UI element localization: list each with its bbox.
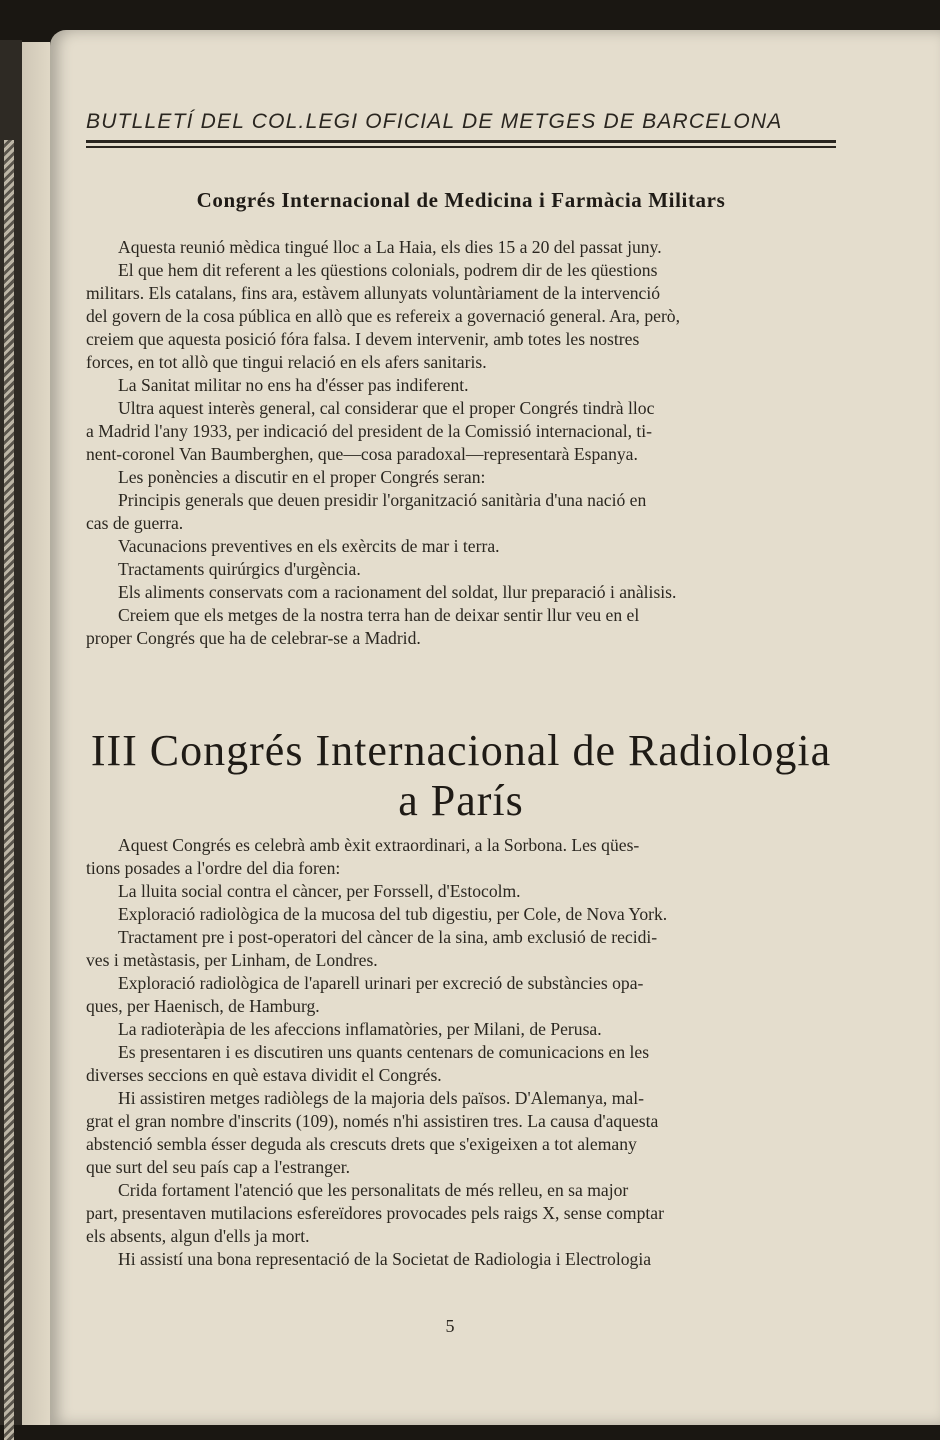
- running-head: BUTLLETÍ DEL COL.LEGI OFICIAL DE METGES DE BARCELONA: [86, 110, 783, 133]
- s2-line: abstenció sembla ésser deguda als crescuts drets que s'exigeixen a tot alemany: [86, 1134, 637, 1154]
- header-rule-thick: [86, 140, 836, 143]
- section1-title: Congrés Internacional de Medicina i Farmàcia Militars: [196, 188, 726, 212]
- s1-line: cas de guerra.: [86, 513, 184, 533]
- s1-line: Els aliments conservats com a racionament del soldat, llur preparació i anàlisis.: [118, 582, 677, 602]
- s1-line: Les ponències a discutir en el proper Congrés seran:: [118, 467, 486, 487]
- s2-line: Aquest Congrés es celebrà amb èxit extraordinari, a la Sorbona. Les qües-: [118, 835, 640, 855]
- book-binding: [0, 40, 22, 1425]
- s1-line: Aquesta reunió mèdica tingué lloc a La Haia, els dies 15 a 20 del passat juny.: [118, 237, 662, 257]
- s2-line: Exploració radiològica de l'aparell urinari per excreció de substàncies opa-: [118, 973, 644, 993]
- s2-line: Crida fortament l'atenció que les personalitats de més relleu, en sa major: [118, 1180, 629, 1200]
- s1-line: proper Congrés que ha de celebrar-se a Madrid.: [86, 628, 421, 648]
- s1-line: Ultra aquest interès general, cal considerar que el proper Congrés tindrà lloc: [118, 398, 655, 418]
- s1-line: Creiem que els metges de la nostra terra han de deixar sentir llur veu en el: [118, 605, 640, 625]
- s2-line: diverses seccions en què estava dividit el Congrés.: [86, 1065, 442, 1085]
- s2-line: Hi assistiren metges radiòlegs de la majoria dels països. D'Alemanya, mal-: [118, 1088, 644, 1108]
- s2-line: Hi assistí una bona representació de la Societat de Radiologia i Electrologia: [118, 1249, 652, 1269]
- page-number: 5: [445, 1316, 455, 1336]
- s2-line: part, presentaven mutilacions esfereïdores provocades pels raigs X, sense comptar: [86, 1203, 664, 1223]
- section2-title: [86, 726, 836, 826]
- s1-line: Vacunacions preventives en els exèrcits de mar i terra.: [118, 536, 500, 556]
- s1-line: forces, en tot allò que tingui relació en els afers sanitaris.: [86, 352, 487, 372]
- s1-line: El que hem dit referent a les qüestions colonials, podrem dir de les qüestions: [118, 260, 658, 280]
- s1-line: nent-coronel Van Baumberghen, que—cosa paradoxal—representarà Espanya.: [86, 444, 638, 464]
- s1-line: creiem que aquesta posició fóra falsa. I devem intervenir, amb totes les nostres: [86, 329, 640, 349]
- s2-line: La radioteràpia de les afeccions inflamatòries, per Milani, de Perusa.: [118, 1019, 602, 1039]
- s2-line: Exploració radiològica de la mucosa del tub digestiu, per Cole, de Nova York.: [118, 904, 668, 924]
- section2-title-line2: a París: [398, 776, 524, 825]
- s1-line: La Sanitat militar no ens ha d'ésser pas indiferent.: [118, 375, 469, 395]
- section2-title-line1: III Congrés Internacional de Radiologia: [90, 726, 832, 775]
- s2-line: ves i metàstasis, per Linham, de Londres.: [86, 950, 378, 970]
- s2-line: que surt del seu país cap a l'estranger.: [86, 1157, 351, 1177]
- s2-line: els absents, algun d'ells ja mort.: [86, 1226, 310, 1246]
- s2-line: ques, per Haenisch, de Hamburg.: [86, 996, 320, 1016]
- binding-edge: [4, 140, 14, 1440]
- header-rule-thin: [86, 146, 836, 148]
- s1-line: militars. Els catalans, fins ara, estàvem allunyats voluntàriament de la intervenció: [86, 283, 661, 303]
- previous-page-edge: [22, 42, 50, 1425]
- s2-line: La lluita social contra el càncer, per Forssell, d'Estocolm.: [118, 881, 521, 901]
- s2-line: Tractament pre i post-operatori del càncer de la sina, amb exclusió de recidi-: [118, 927, 658, 947]
- s1-line: Principis generals que deuen presidir l'organització sanitària d'una nació en: [118, 490, 647, 510]
- s2-line: tions posades a l'ordre del dia foren:: [86, 858, 341, 878]
- s1-line: Tractaments quirúrgics d'urgència.: [118, 559, 361, 579]
- s2-line: grat el gran nombre d'inscrits (109), només n'hi assistiren tres. La causa d'aquesta: [86, 1111, 659, 1131]
- s1-line: del govern de la cosa pública en allò que es refereix a governació general. Ara, però,: [86, 306, 681, 326]
- s2-line: Es presentaren i es discutiren uns quants centenars de comunicacions en les: [118, 1042, 650, 1062]
- s1-line: a Madrid l'any 1933, per indicació del president de la Comissió internacional, ti-: [86, 421, 653, 441]
